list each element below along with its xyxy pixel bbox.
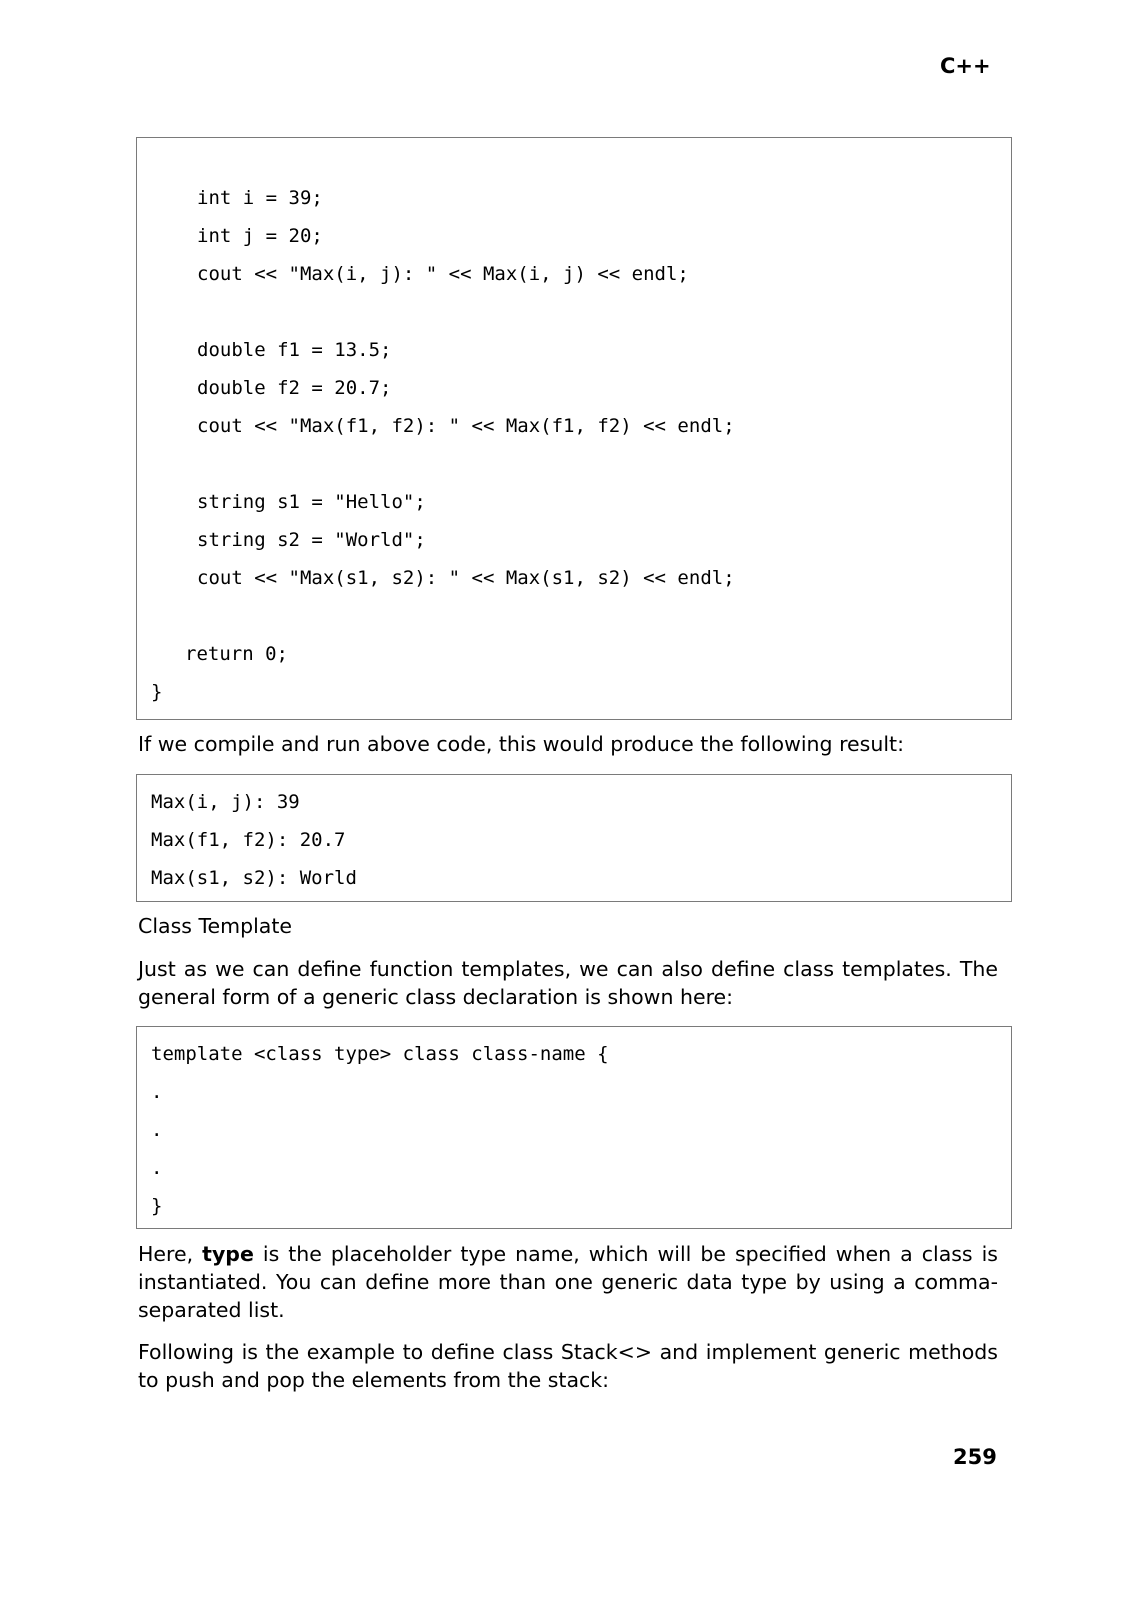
code-line: cout << "Max(s1, s2): " << Max(s1, s2) << endl; [197,567,735,589]
class-template-intro-paragraph: Just as we can define function templates, we can also define class templates. The general form of a generic class declaration is shown here: [138,957,998,1009]
code-line: . [151,1081,163,1103]
code-line: } [151,1195,163,1217]
output-line: Max(s1, s2): World [151,867,357,889]
code-line: cout << "Max(f1, f2): " << Max(f1, f2) << endl; [197,415,735,437]
type-explanation-paragraph [138,1240,998,1324]
paragraph-text: is the placeholder type name, which will be specified when a class is instantiated. You can define more than one generic data type by using a comma-separated list. [138,1242,998,1322]
code-block-2 [136,1026,1012,1229]
code-line: cout << "Max(i, j): " << Max(i, j) << endl; [197,263,689,285]
page-number: 259 [953,1445,997,1469]
code-line: double f1 = 13.5; [197,339,392,361]
output-line: Max(i, j): 39 [151,791,300,813]
stack-example-intro-paragraph: Following is the example to define class Stack<> and implement generic methods to push and pop the elements from the stack: [138,1340,998,1392]
page-header-title: C++ [940,54,991,78]
result-intro-paragraph: If we compile and run above code, this would produce the following result: [138,732,904,756]
code-line: . [151,1157,163,1179]
code-block-1 [136,137,1012,720]
code-line: } [151,681,163,703]
code-line: int i = 39; [197,187,323,209]
paragraph-text: Here, [138,1242,203,1266]
output-line: Max(f1, f2): 20.7 [151,829,346,851]
code-line: string s2 = "World"; [197,529,426,551]
section-heading: Class Template [138,914,292,938]
keyword-type: type [202,1242,254,1266]
code-line: template <class type> class class-name { [151,1043,609,1065]
code-line: int j = 20; [197,225,323,247]
code-line: return 0; [185,643,288,665]
code-line: double f2 = 20.7; [197,377,392,399]
code-line: . [151,1119,163,1141]
code-line: string s1 = "Hello"; [197,491,426,513]
output-block [136,774,1012,902]
